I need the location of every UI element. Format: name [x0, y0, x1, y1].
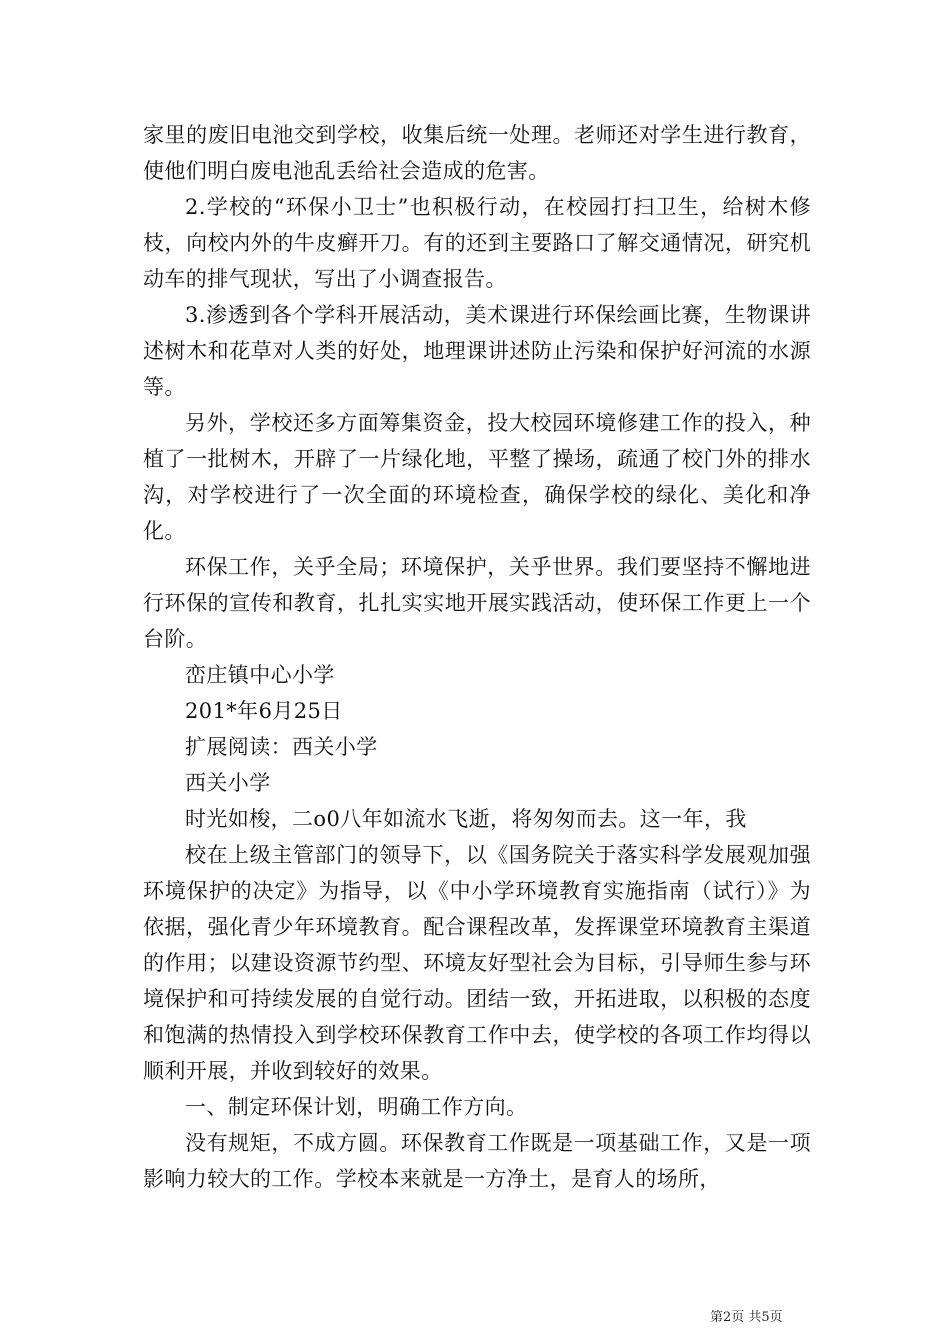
- heading-environmental-plan: 一、制定环保计划，明确工作方向。: [185, 1095, 528, 1119]
- extended-reading-heading: 扩展阅读：西关小学: [185, 735, 378, 759]
- page-number-footer: 第2页 共5页: [710, 1310, 783, 1325]
- paragraph-conclusion: 环保工作，关乎全局；环境保护，关乎世界。我们要坚持不懈地进行环保的宣传和教育，扎扎实实地开展实践活动，使环保工作更上一个台阶。: [143, 555, 811, 651]
- signature-school-name: 峦庄镇中心小学: [185, 663, 335, 687]
- paragraph-time-flies: 时光如梭，二o0八年如流水飞逝，将匆匆而去。这一年，我: [185, 807, 747, 831]
- paragraph-campus-investment: 另外，学校还多方面筹集资金，投大校园环境修建工作的投入，种植了一批树木，开辟了一片绿化地，平整了操场，疏通了校门外的排水沟，对学校进行了一次全面的环境检查，确保学校的绿化、美化和净化。: [143, 411, 811, 543]
- document-body: [143, 117, 811, 1197]
- paragraph-battery-recycling: 家里的废旧电池交到学校，收集后统一处理。老师还对学生进行教育，使他们明白废电池乱丢给社会造成的危害。: [143, 123, 811, 183]
- section-title-xiguan: 西关小学: [185, 771, 271, 795]
- paragraph-school-leadership: 校在上级主管部门的领导下，以《国务院关于落实科学发展观加强环境保护的决定》为指导，以《中小学环境教育实施指南（试行）》为依据，强化青少年环境教育。配合课程改革，发挥课堂环境教育主渠道的作用；以建设资源节约型、环境友好型社会为目标，引导师生参与环境保护和可持续发展的自觉行动。团结一致，开拓进取，以积极的态度和饱满的热情投入到学校环保教育工作中去，使学校的各项工作均得以顺利开展，并收到较好的效果。: [143, 843, 811, 1083]
- paragraph-no-rules: 没有规矩，不成方圆。环保教育工作既是一项基础工作，又是一项影响力较大的工作。学校本来就是一方净土，是育人的场所，: [143, 1131, 811, 1191]
- paragraph-subject-activities: 3.渗透到各个学科开展活动，美术课进行环保绘画比赛，生物课讲述树木和花草对人类的好处，地理课讲述防止污染和保护好河流的水源等。: [143, 303, 811, 399]
- signature-date: 201*年6月25日: [185, 699, 343, 723]
- paragraph-environment-guards: 2.学校的“环保小卫士”也积极行动，在校园打扫卫生，给树木修枝，向校内外的牛皮癣开刀。有的还到主要路口了解交通情况，研究机动车的排气现状，写出了小调查报告。: [143, 195, 811, 291]
